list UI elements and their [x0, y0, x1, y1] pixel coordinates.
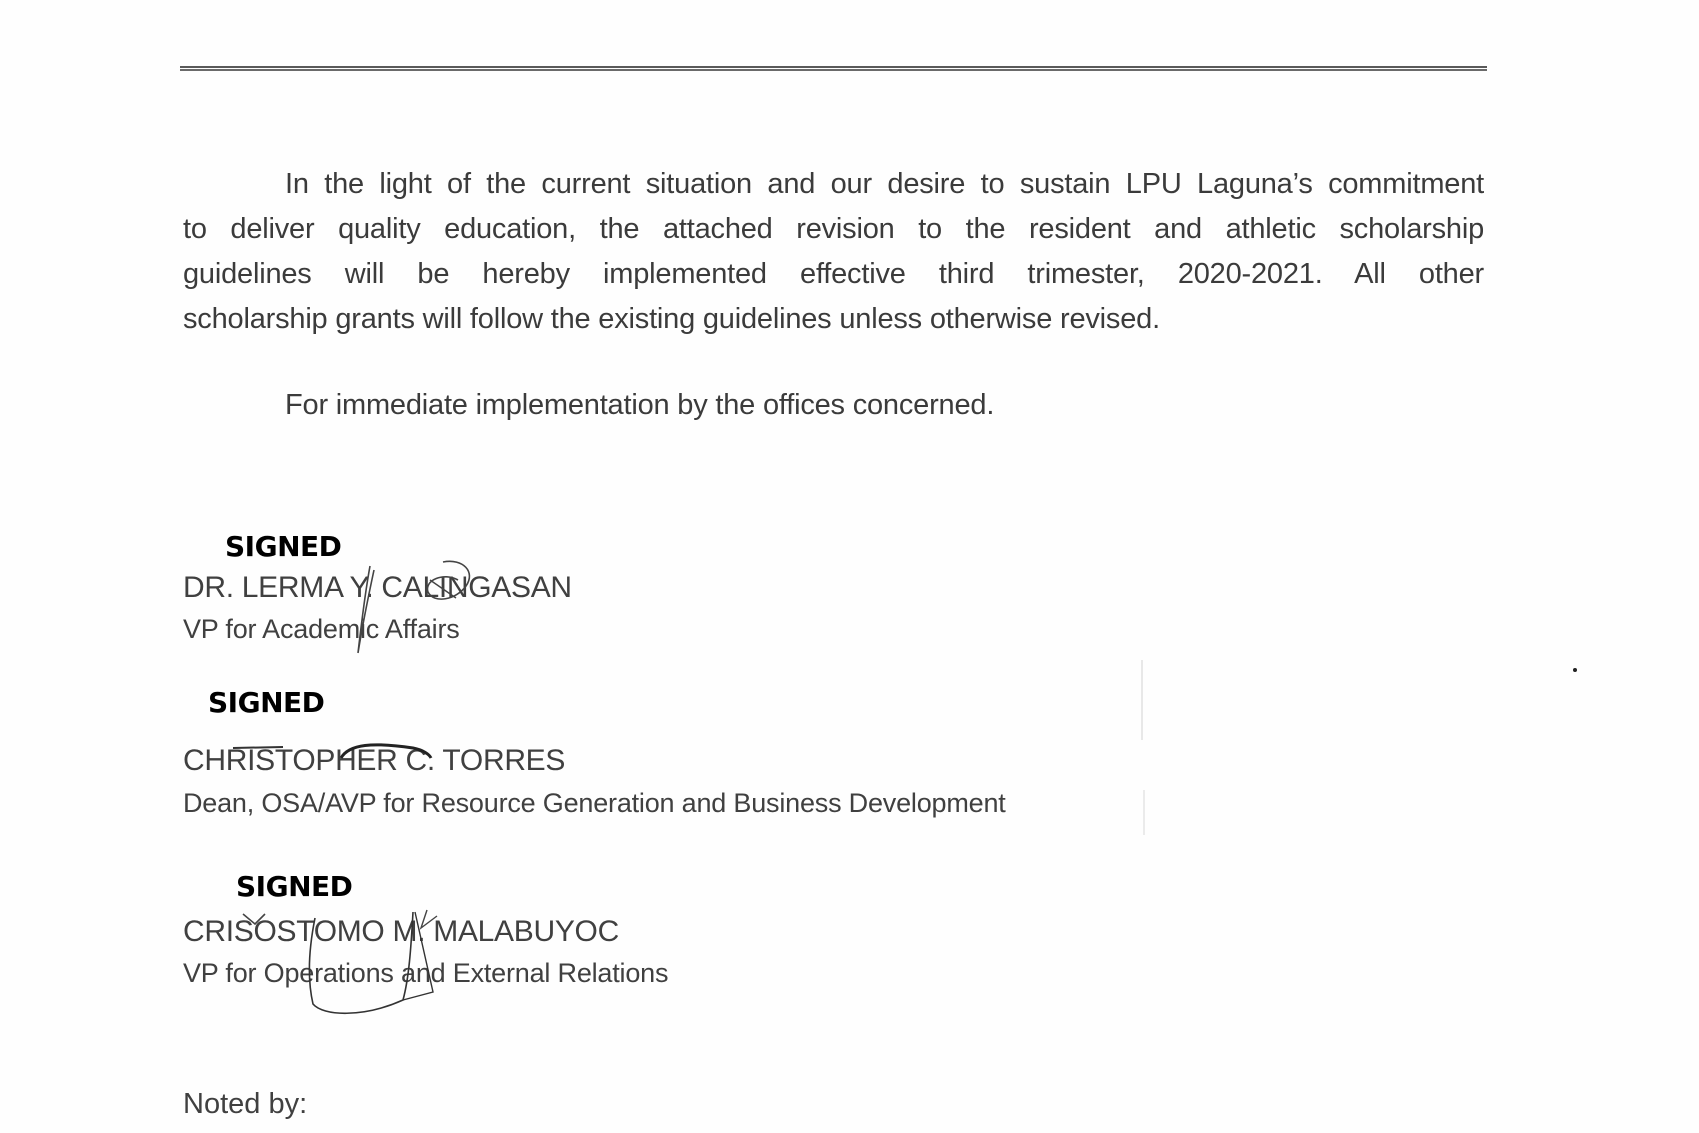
- scan-artifact-mark: [1141, 660, 1143, 740]
- signatory-title: VP for Academic Affairs: [183, 614, 460, 644]
- noted-by-label: Noted by:: [183, 1088, 308, 1120]
- signatory-name: CHRISTOPHER C. TORRES: [183, 744, 566, 777]
- signatory-title: Dean, OSA/AVP for Resource Generation and Business Development: [183, 788, 1006, 818]
- paragraph-line: For immediate implementation by the offices concerned.: [285, 389, 995, 421]
- body-paragraph-scholarship-revision: [183, 162, 1484, 342]
- scan-artifact-dot: [1573, 668, 1577, 672]
- signatory-name: CRISOSTOMO M. MALABUYOC: [183, 915, 619, 948]
- body-paragraph-implementation: [183, 383, 1484, 428]
- signatory-title: VP for Operations and External Relations: [183, 958, 669, 988]
- signed-stamp: SIGNED: [225, 530, 342, 563]
- header-divider-rule: [180, 66, 1487, 71]
- paragraph-line: scholarship grants will follow the existing guidelines unless otherwise revised.: [183, 303, 1160, 335]
- signed-stamp: SIGNED: [208, 686, 325, 719]
- paragraph-line: In the light of the current situation and our desire to sustain LPU Laguna’s commitment: [285, 168, 1484, 200]
- signed-stamp: SIGNED: [236, 870, 353, 903]
- paragraph-line: to deliver quality education, the attached revision to the resident and athletic scholarship: [183, 213, 1484, 245]
- paragraph-line: guidelines will be hereby implemented effective third trimester, 2020-2021. All other: [183, 258, 1484, 290]
- scan-artifact-mark: [1143, 790, 1145, 835]
- signatory-name: DR. LERMA Y. CALINGASAN: [183, 571, 572, 604]
